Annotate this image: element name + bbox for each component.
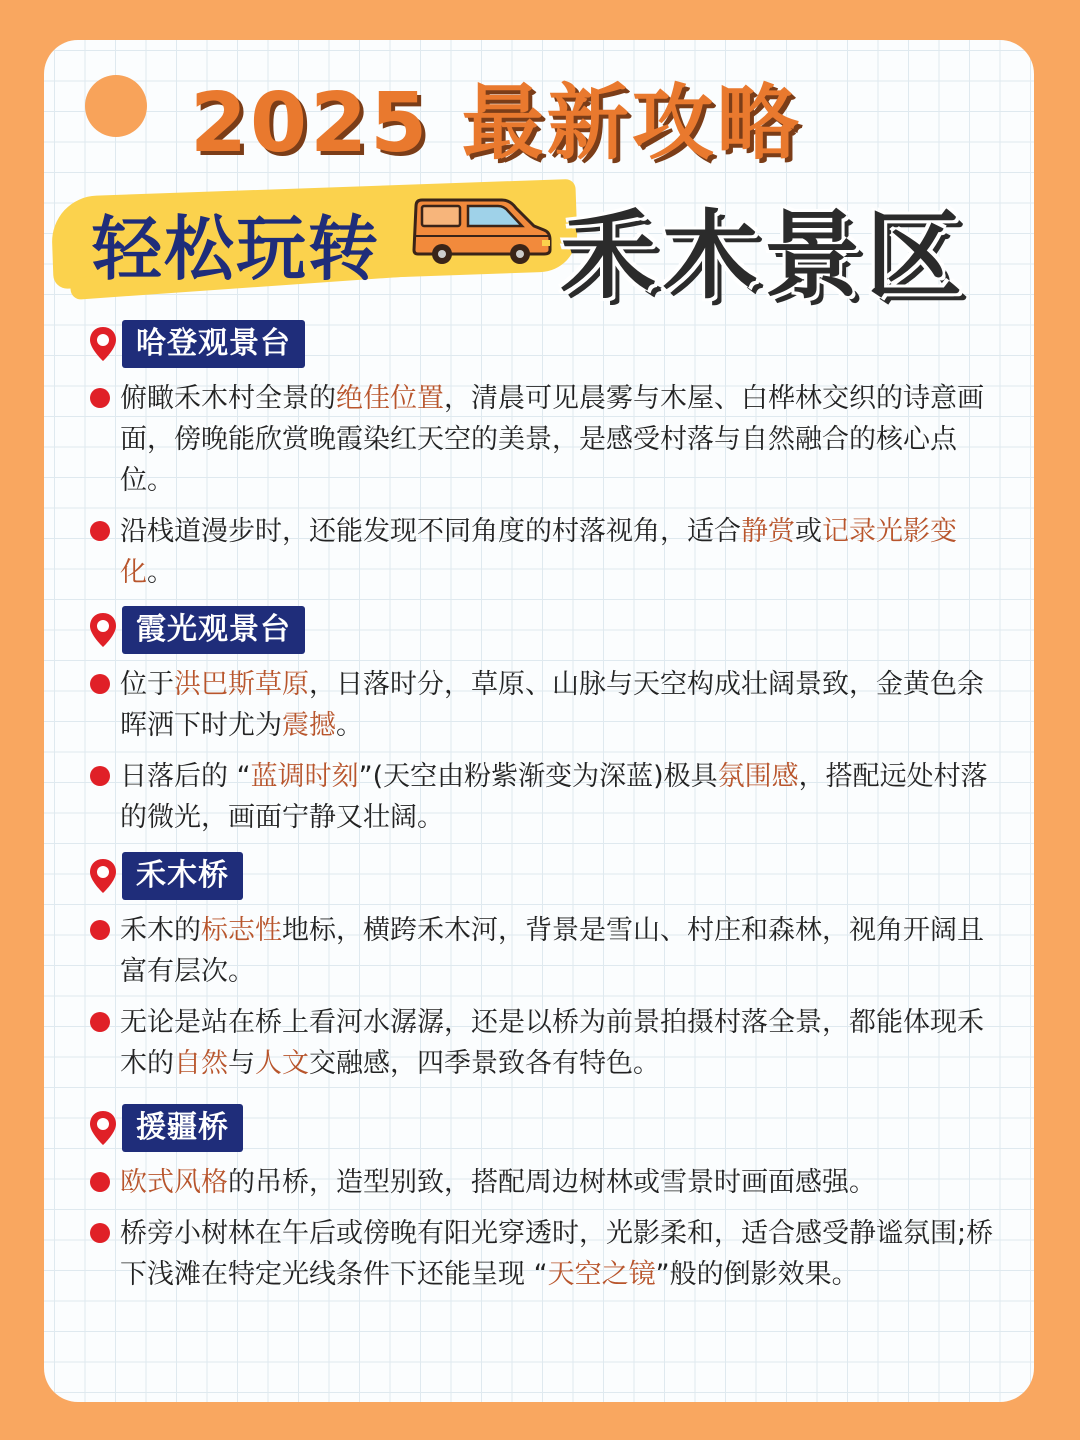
section-header	[88, 606, 1003, 654]
bullet-item	[88, 756, 1003, 838]
bullet-text: 。	[147, 557, 174, 588]
section-1	[88, 320, 1003, 593]
decorative-circle	[85, 75, 147, 137]
bullet-item	[88, 664, 1003, 746]
bullet-text: 禾木的	[120, 915, 201, 946]
section-title: 援疆桥	[122, 1104, 243, 1152]
highlight-text: 人文	[255, 1048, 309, 1079]
bullet-text: ”(天空由粉紫渐变为深蓝)极具	[358, 761, 718, 792]
bullet-text: 沿栈道漫步时，还能发现不同角度的村落视角，适合	[120, 516, 741, 547]
bullet-item	[88, 1162, 1003, 1203]
highlight-text: 静赏	[741, 516, 795, 547]
section-2	[88, 606, 1003, 838]
location-pin-icon	[88, 1109, 118, 1147]
section-header	[88, 1104, 1003, 1152]
bullet-text: 。	[336, 710, 363, 741]
highlight-text: 洪巴斯草原	[174, 669, 309, 700]
section-header	[88, 852, 1003, 900]
section-3	[88, 852, 1003, 1084]
location-pin-icon	[88, 857, 118, 895]
location-pin-icon	[88, 611, 118, 649]
bullet-item	[88, 1213, 1003, 1295]
van-icon	[410, 196, 552, 266]
bullet-item	[88, 910, 1003, 992]
section-title: 禾木桥	[122, 852, 243, 900]
bullet-text: 地标，横跨禾木河，背景是雪山、村庄和森林，视角开阔且富有层次。	[120, 915, 984, 987]
bullet-text: 桥旁小树林在午后或傍晚有阳光穿透时，光影柔和，适合感受静谧氛围;桥下浅滩在特定光线条件下还能呈现 “	[120, 1218, 994, 1290]
subtitle-right: 禾木景区	[560, 200, 968, 312]
highlight-text: 记录光影变化	[120, 516, 957, 588]
section-title: 霞光观景台	[122, 606, 305, 654]
highlight-text: 自然	[174, 1048, 228, 1079]
highlight-text: 绝佳位置	[336, 383, 444, 414]
bullet-text: 无论是站在桥上看河水潺潺，还是以桥为前景拍摄村落全景，都能体现禾木的	[120, 1007, 984, 1079]
bullet-text: 位于	[120, 669, 174, 700]
bullet-text: ”般的倒影效果。	[655, 1259, 859, 1290]
bullet-text: 交融感，四季景致各有特色。	[309, 1048, 660, 1079]
bullet-text: 日落后的 “	[120, 761, 251, 792]
bullet-text: ，清晨可见晨雾与木屋、白桦林交织的诗意画面，傍晚能欣赏晚霞染红天空的美景，是感受村落与自然融合的核心点位。	[120, 383, 984, 496]
highlight-text: 欧式风格	[120, 1167, 228, 1198]
bullet-item	[88, 511, 1003, 593]
highlight-text: 天空之镜	[547, 1259, 656, 1290]
section-4	[88, 1104, 1003, 1295]
bullet-text: 或	[795, 516, 822, 547]
bullet-item	[88, 378, 1003, 501]
highlight-text: 震撼	[282, 710, 336, 741]
bullet-text: 与	[228, 1048, 255, 1079]
section-header	[88, 320, 1003, 368]
highlight-text: 氛围感	[717, 761, 799, 792]
highlight-text: 蓝调时刻	[250, 761, 359, 792]
main-title: 2025 最新攻略	[190, 76, 802, 171]
subtitle-left: 轻松玩转	[92, 208, 380, 290]
bullet-text: 俯瞰禾木村全景的	[120, 383, 336, 414]
section-title: 哈登观景台	[122, 320, 305, 368]
bullet-item	[88, 1002, 1003, 1084]
bullet-text: ，日落时分，草原、山脉与天空构成壮阔景致，金黄色余晖洒下时尤为	[120, 669, 984, 741]
highlight-text: 标志性	[201, 915, 282, 946]
bullet-text: ，搭配远处村落的微光，画面宁静又壮阔。	[120, 761, 988, 833]
location-pin-icon	[88, 325, 118, 363]
bullet-text: 的吊桥，造型别致，搭配周边树林或雪景时画面感强。	[228, 1167, 876, 1198]
